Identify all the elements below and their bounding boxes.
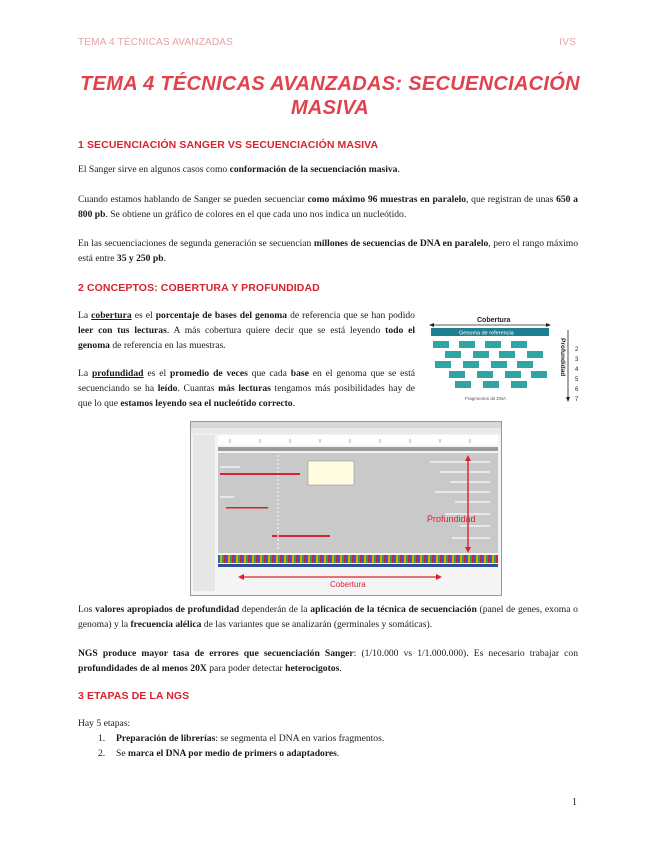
section-heading-1: 1 SECUENCIACIÓN SANGER VS SECUENCIACIÓN MASIVA [78, 139, 379, 151]
paragraph-cobertura: La cobertura es el porcentaje de bases del genoma de referencia que se han podido leer con tus lecturas. A más cobertura quiere decir que se está leyendo todo el genoma de referencia en las muestras. [78, 310, 415, 351]
fragment [483, 381, 499, 388]
arrow-right-icon [546, 323, 551, 327]
fragment [455, 381, 471, 388]
fragment [517, 361, 533, 368]
list-item: 1. Preparación de librerías: se segmenta el DNA en varios fragmentos. [98, 733, 385, 744]
fragment [531, 371, 547, 378]
fragment [499, 351, 515, 358]
fragment [511, 341, 527, 348]
browser-titlebar [191, 422, 501, 428]
fragment [477, 371, 493, 378]
fragments-label: Fragmentos de DNA [465, 396, 507, 401]
screenshot-depth-label: Profundidad [427, 514, 476, 524]
depth-numbers [575, 347, 579, 403]
fragment [435, 361, 451, 368]
depth-number: 2 [575, 347, 579, 353]
etapas-intro: Hay 5 etapas: [78, 718, 131, 729]
paragraph-ngs: En las secuenciaciones de segunda generación se secuencian millones de secuencias de DNA en paralelo, pero el rango máximo está entre 35 y 250 pb. [78, 238, 578, 264]
depth-number: 6 [575, 387, 579, 393]
coverage-track [218, 447, 498, 451]
fragment [449, 371, 465, 378]
reference-genome-label: Genoma de referencia [459, 330, 514, 337]
screenshot-coverage-label: Cobertura [330, 580, 366, 589]
list-item: 2. Se marca el DNA por medio de primers o adaptadores. [98, 748, 340, 759]
sequence-bases [218, 555, 498, 563]
read-info-popup [308, 461, 354, 485]
arrow-left-icon [429, 323, 434, 327]
paragraph-profundidad: La profundidad es el promedio de veces que cada base en el genoma que se está secuenciando se ha leído. Cuantas más lecturas tengamos más posibilidades hay de que lo que estamos leyendo sea el nucleótido correcto. [78, 368, 415, 409]
fragment [511, 381, 527, 388]
section-heading-3: 3 ETAPAS DE LA NGS [78, 690, 190, 702]
fragment [491, 361, 507, 368]
fragment [505, 371, 521, 378]
genome-browser-screenshot [190, 421, 502, 596]
running-header-initials: IVS [559, 37, 576, 48]
paragraph-sanger-2: Cuando estamos hablando de Sanger se pueden secuenciar como máximo 96 muestras en paralelo, que registran de unas 650 a 800 pb. Se obtiene un gráfico de colores en el que cada uno nos indica un nucleótido. [78, 194, 578, 220]
paragraph-sanger-1: El Sanger sirve en algunos casos como conformación de la secuenciación masiva. [78, 164, 400, 175]
page-title: TEMA 4 TÉCNICAS AVANZADAS: SECUENCIACIÓN MASIVA [80, 73, 580, 119]
arrow-down-icon [566, 397, 570, 402]
fragment [473, 351, 489, 358]
paragraph-ngs-errores: NGS produce mayor tasa de errores que secuenciación Sanger: (1/10.000 vs 1/1.000.000). Es necesario trabajar con profundidades de al menos 20X para poder detectar heterocigotos. [78, 648, 578, 674]
fragment [445, 351, 461, 358]
fragment [433, 341, 449, 348]
gene-track [218, 564, 498, 567]
section-heading-2: 2 CONCEPTOS: COBERTURA Y PROFUNDIDAD [78, 282, 320, 294]
depth-number: 4 [575, 367, 579, 373]
browser-toolbar [191, 428, 501, 434]
read-fragments [433, 341, 547, 388]
depth-number: 3 [575, 357, 579, 363]
paragraph-valores-profundidad: Los valores apropiados de profundidad dependerán de la aplicación de la técnica de secuenciación (panel de genes, exoma o genoma) y la frecuencia alélica de las variantes que se analizarán (germinales y somáticas). [78, 604, 578, 630]
fragment [527, 351, 543, 358]
fragment [459, 341, 475, 348]
track-names-panel [193, 435, 215, 591]
coverage-depth-diagram [425, 314, 581, 408]
running-header-title: TEMA 4 TÉCNICAS AVANZADAS [78, 37, 234, 48]
fragment [485, 341, 501, 348]
depth-number: 5 [575, 377, 579, 383]
page-number: 1 [572, 797, 577, 808]
diagram-profundidad-label: Profundidad [559, 338, 566, 377]
depth-number: 7 [575, 397, 579, 403]
fragment [463, 361, 479, 368]
diagram-cobertura-label: Cobertura [477, 317, 511, 324]
